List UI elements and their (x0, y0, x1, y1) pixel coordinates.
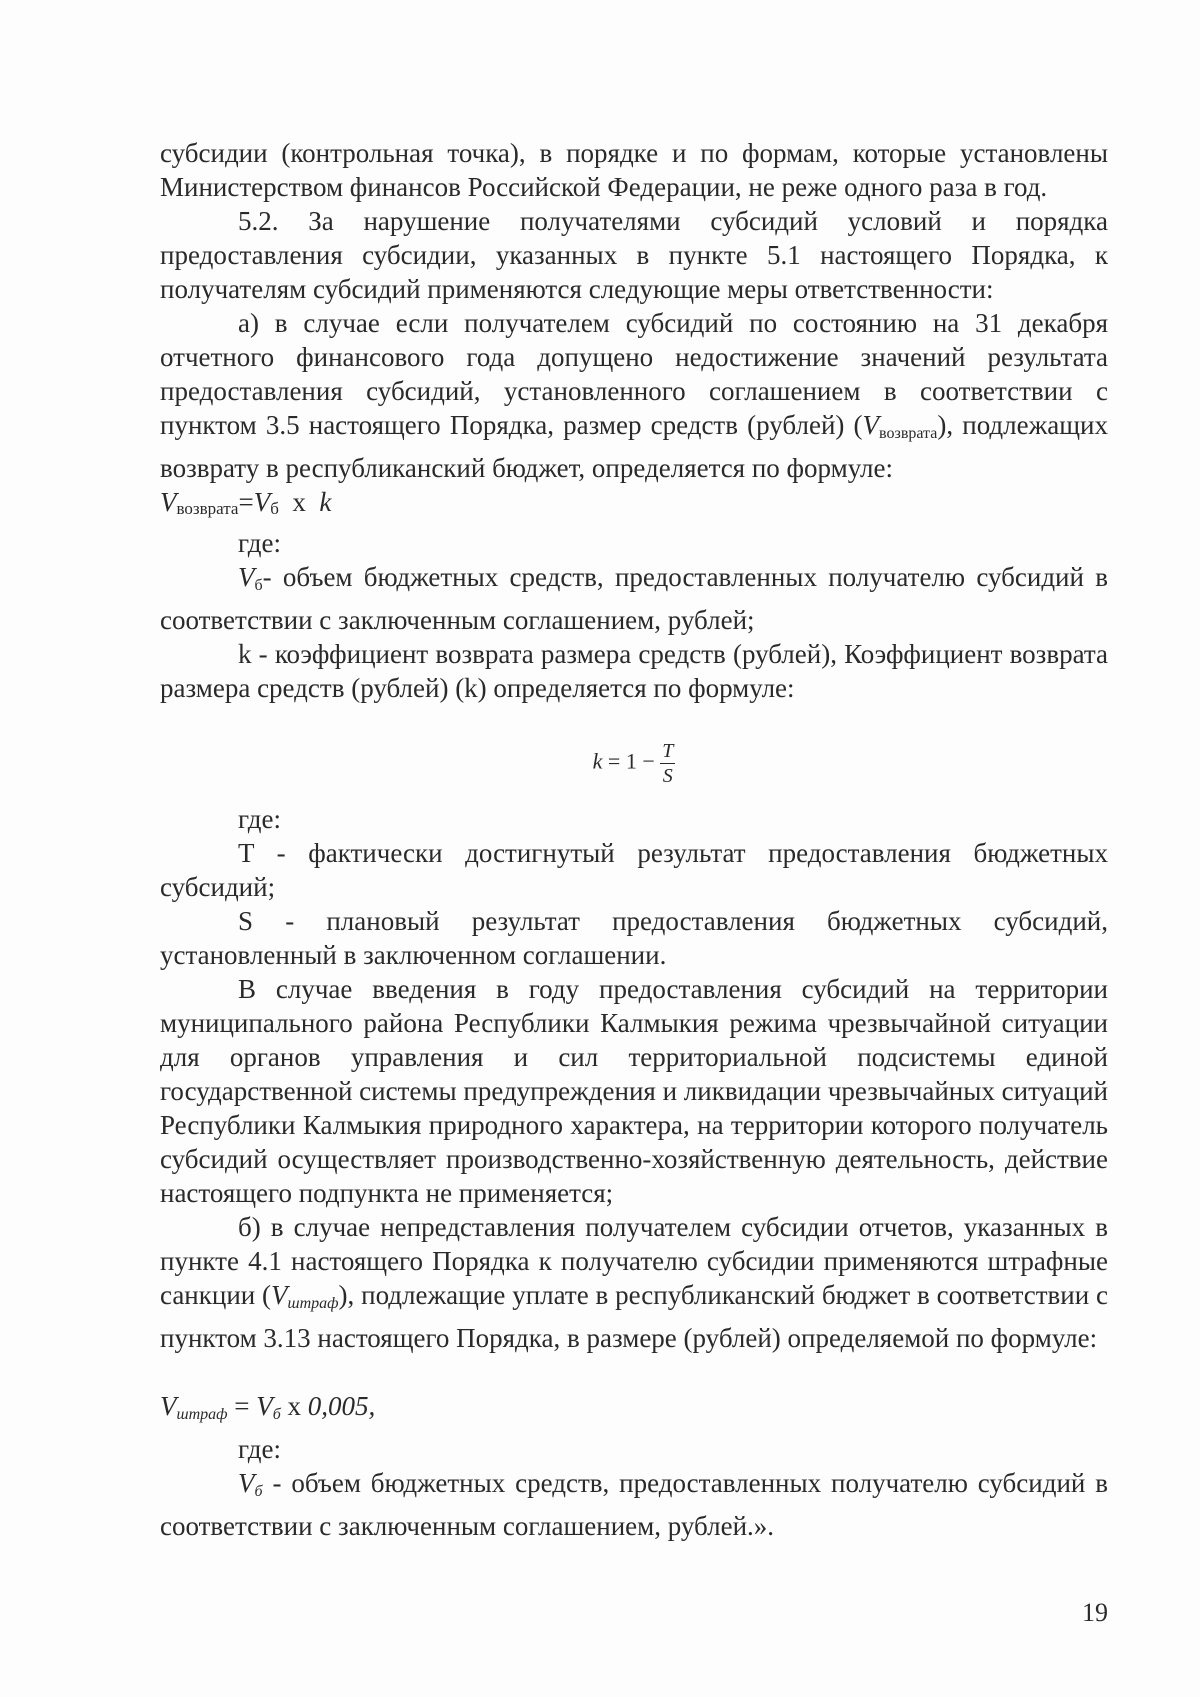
definition-vb-2 (160, 1466, 1108, 1543)
definition-k (160, 637, 1108, 705)
definition-vb (160, 560, 1108, 637)
variable-subscript: штраф (287, 1295, 339, 1312)
formula-equals: = (238, 487, 254, 517)
formula-rhs: V (253, 487, 271, 517)
paragraph-text: б) в случае непредставления получателем субсидии отчетов, указанных в пункте 4.1 настоящего Порядка к получателю субсидии применяются штрафные санкции ( (160, 1212, 1108, 1310)
fraction-numerator: T (662, 740, 674, 762)
where-label (160, 802, 1108, 836)
paragraph-text: ), подлежащих возврату в республиканский бюджет, определяется по формуле: (160, 410, 1108, 483)
definition-text: - объем бюджетных средств, предоставленных получателю субсидий в соответствии с заключенным соглашением, рублей.». (160, 1468, 1108, 1541)
formula-lhs: k (592, 748, 603, 774)
page-number: 19 (1082, 1598, 1108, 1627)
paragraph-text: 5.2. За нарушение получателями субсидий условий и порядка предоставления субсидии, указанных в пункте 5.1 настоящего Порядка, к получателям субсидий применяются следующие меры ответственности: (160, 206, 1108, 304)
paragraph-text: ), подлежащие уплате в республиканский бюджет в соответствии с пунктом 3.13 настоящего Порядка, в размере (рублей) определяемой по формуле: (160, 1280, 1108, 1353)
definition-text: T - фактически достигнутый результат предоставления бюджетных субсидий; (160, 838, 1108, 902)
formula-rhs-subscript: б (270, 499, 279, 518)
definition-text: k - коэффициент возврата размера средств (рублей), Коэффициент возврата размера средств (рублей) (k) определяется по формуле: (160, 639, 1108, 703)
formula-fraction (660, 739, 675, 788)
fraction-denominator: S (662, 765, 673, 787)
formula-lhs: V (160, 1391, 177, 1421)
formula-equals: = 1 − (607, 748, 655, 774)
paragraph-text: субсидии (контрольная точка), в порядке и по формам, которые установлены Министерством финансов Российской Федерации, не реже одного раза в год. (160, 138, 1108, 202)
definition-t (160, 836, 1108, 904)
paragraph-text: В случае введения в году предоставления субсидий на территории муниципального района Республики Калмыкия режима чрезвычайной ситуации для органов управления и сил территориальной подсистемы единой государственной системы предупреждения и ликвидации чрезвычайных ситуаций Республики Калмыкия природного характера, на территории которого получатель субсидий осуществляет производственно-хозяйственную деятельность, действие настоящего подпункта не применяется; (160, 974, 1108, 1208)
definition-text: S - плановый результат предоставления бюджетных субсидий, установленный в заключенном соглашении. (160, 906, 1108, 970)
variable-v: V (271, 1280, 288, 1310)
paragraph-text: а) в случае если получателем субсидий по состоянию на 31 декабря отчетного финансового года допущено недостижение значений результата предоставления субсидий, установленного соглашением в соответствии с пунктом 3.5 настоящего Порядка, размер средств (рублей) ( (160, 308, 1108, 440)
variable-subscript: б (254, 1483, 263, 1500)
document-body (160, 136, 1108, 1543)
formula-return (160, 485, 1108, 526)
where-text: где: (238, 804, 281, 834)
formula-operator: x (287, 1391, 302, 1421)
definition-s (160, 904, 1108, 972)
formula-lhs: V (160, 487, 177, 517)
formula-penalty (160, 1389, 1108, 1432)
where-label (160, 526, 1108, 560)
variable-subscript: возврата (879, 425, 938, 442)
formula-operator: x (292, 487, 306, 517)
variable-subscript: б (254, 577, 263, 594)
formula-lhs-subscript: штраф (176, 1406, 228, 1423)
variable-v: V (238, 1468, 255, 1498)
paragraph-b (160, 1210, 1108, 1355)
paragraph-continuation (160, 136, 1108, 204)
formula-k: k (319, 487, 332, 517)
formula-lhs-subscript: возврата (176, 499, 239, 518)
where-label (160, 1432, 1108, 1466)
where-text: где: (238, 1434, 281, 1464)
variable-v: V (862, 410, 880, 440)
paragraph-a (160, 306, 1108, 485)
variable-v: V (238, 562, 255, 592)
formula-equals: = (234, 1391, 250, 1421)
paragraph-5-2 (160, 204, 1108, 306)
definition-text: - объем бюджетных средств, предоставленных получателю субсидий в соответствии с заключенным соглашением, рублей; (160, 562, 1108, 635)
paragraph-emergency (160, 972, 1108, 1210)
formula-k-coefficient (160, 739, 1108, 788)
formula-value: 0,005, (307, 1391, 376, 1421)
formula-rhs: V (256, 1391, 273, 1421)
formula-rhs-subscript: б (272, 1406, 281, 1423)
where-text: где: (238, 528, 281, 558)
